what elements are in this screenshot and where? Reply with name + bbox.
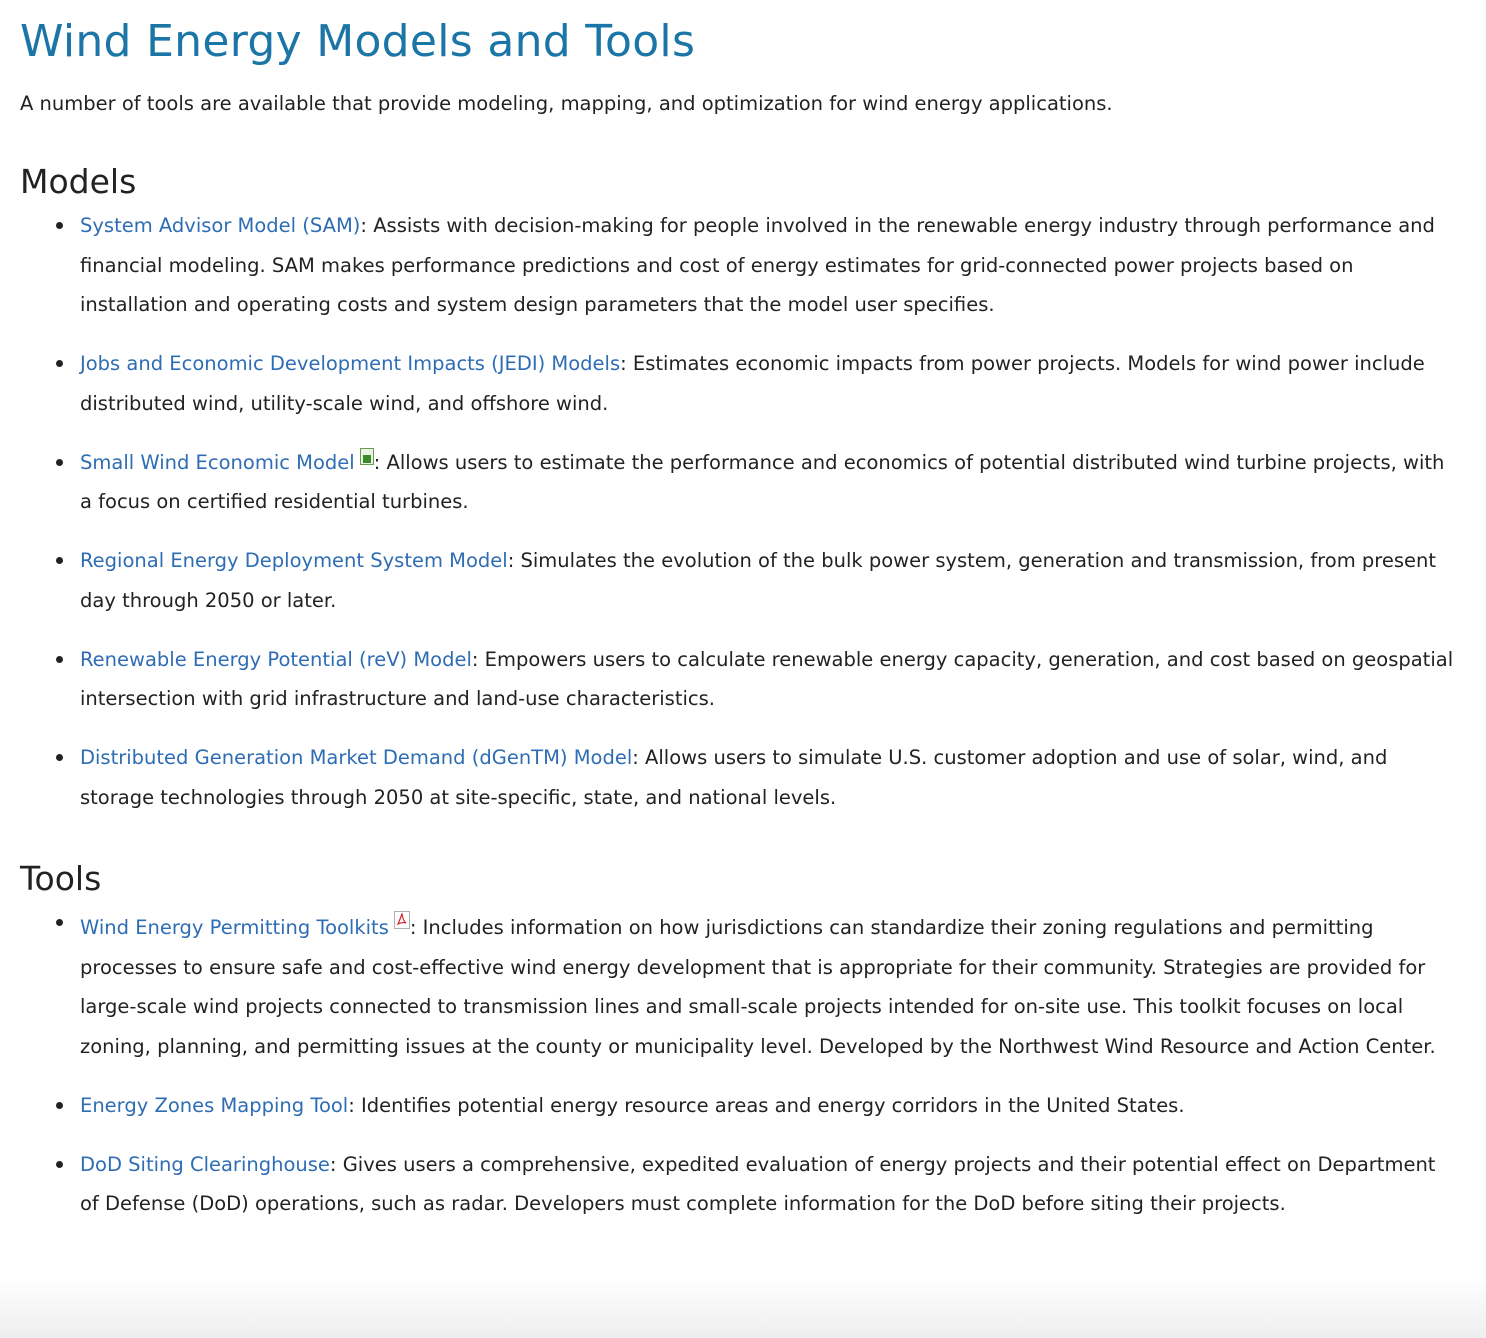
- list-item: [80, 903, 1466, 1066]
- permitting-toolkits-link[interactable]: Wind Energy Permitting Toolkits: [80, 916, 389, 939]
- item-description: : Simulates the evolution of the bulk power system, generation and transmission, from present day through 2050 or later.: [80, 549, 1437, 612]
- tools-list: [20, 903, 1466, 1224]
- list-item: [80, 206, 1466, 325]
- list-item: [80, 640, 1466, 719]
- intro-paragraph: A number of tools are available that provide modeling, mapping, and optimization for wind energy applications.: [20, 92, 1113, 115]
- models-heading: Models: [20, 162, 137, 201]
- spreadsheet-icon: [360, 448, 374, 465]
- jedi-link[interactable]: Jobs and Economic Development Impacts (JEDI) Models: [80, 352, 621, 375]
- small-wind-economic-model-link[interactable]: Small Wind Economic Model: [80, 450, 355, 474]
- pdf-icon: [394, 903, 410, 921]
- list-item: [80, 738, 1466, 817]
- item-description: : Estimates economic impacts from power projects. Models for wind power include distributed wind, utility-scale wind, and offshore wind.: [80, 352, 1425, 415]
- bottom-fade-overlay: [0, 1278, 1486, 1338]
- item-description: : Empowers users to calculate renewable energy capacity, generation, and cost based on geospatial intersection with grid infrastructure and land-use characteristics.: [80, 647, 1454, 710]
- item-description: : Allows users to simulate U.S. customer adoption and use of solar, wind, and storage technologies through 2050 at site-specific, state, and national levels.: [80, 746, 1388, 809]
- item-description: : Allows users to estimate the performance and economics of potential distributed wind turbine projects, with a focus on certified residential turbines.: [80, 450, 1445, 513]
- energy-zones-mapping-tool-link[interactable]: Energy Zones Mapping Tool: [80, 1093, 349, 1117]
- dgen-model-link[interactable]: Distributed Generation Market Demand (dGenTM) Model: [80, 746, 633, 769]
- sam-link[interactable]: System Advisor Model (SAM): [80, 214, 361, 237]
- dod-siting-clearinghouse-link[interactable]: DoD Siting Clearinghouse: [80, 1152, 330, 1176]
- list-item: [80, 344, 1466, 423]
- item-description: : Assists with decision-making for people involved in the renewable energy industry through performance and financial modeling. SAM makes performance predictions and cost of energy estimates for grid-connected power projects based on installation and operating costs and system design parameters that the model user specifies.: [80, 214, 1435, 316]
- list-item: [80, 1145, 1466, 1224]
- item-description: : Includes information on how jurisdictions can standardize their zoning regulations and permitting processes to ensure safe and cost-effective wind energy development that is appropriate for their community. Strategies are provided for large-scale wind projects connected to transmission lines and small-scale projects intended for on-site use. This toolkit focuses on local zoning, planning, and permitting issues at the county or municipality level. Developed by the Northwest Wind Resource and Action Center.: [80, 916, 1436, 1058]
- models-list: [20, 206, 1466, 817]
- item-description: : Gives users a comprehensive, expedited evaluation of energy projects and their potential effect on Department of Defense (DoD) operations, such as radar. Developers must complete information for the DoD before siting their projects.: [80, 1152, 1436, 1215]
- list-item: [80, 443, 1466, 522]
- list-item: [80, 1086, 1466, 1126]
- page-content: [20, 0, 1466, 1243]
- reeds-link[interactable]: Regional Energy Deployment System Model: [80, 549, 508, 572]
- list-item: [80, 541, 1466, 620]
- rev-model-link[interactable]: Renewable Energy Potential (reV) Model: [80, 647, 472, 671]
- page-title: Wind Energy Models and Tools: [20, 16, 696, 67]
- tools-heading: Tools: [20, 859, 102, 898]
- item-description: : Identifies potential energy resource areas and energy corridors in the United States.: [348, 1093, 1185, 1117]
